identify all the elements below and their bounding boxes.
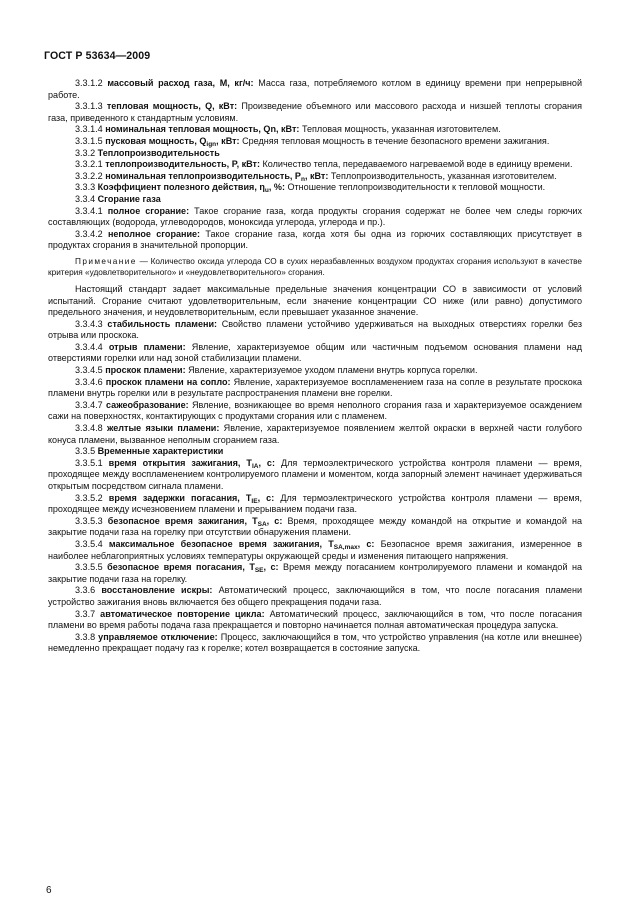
- paragraph: 3.3.8 управляемое отключение: Процесс, заключающийся в том, что устройство управления (на котле или внешнее) немедленно прекращает подачу газ к горелке; котел возвращается в состояние запуска.: [48, 631, 583, 654]
- paragraph: 3.3.4.8 желтые языки пламени: Явление, характеризуемое появлением желтой окраски в верхней части голубого конуса пламени, вызванное неполным сгоранием газа.: [48, 423, 582, 445]
- paragraph: 3.3.1.4 номинальная тепловая мощность, Qn, кВт: Тепловая мощность, указанная изготовителем.: [75, 124, 501, 135]
- paragraph: 3.3.1.5 пусковая мощность, $Q_{ign}$, кВт: Средняя тепловая мощность в течение безопасного времени зажигания.: [75, 135, 550, 148]
- paragraph: 3.3.3 Коэффициент полезного действия, $\eta_u$, %: Отношение теплопроизводительности к тепловой мощности.: [75, 182, 546, 195]
- document-body: [48, 78, 582, 655]
- paragraph: 3.3.7 автоматическое повторение цикла: Автоматический процесс, заключающийся в том, что после погасания пламени во время работы подача газа прекращается и повторно начинается полная автоматическая процедура запуска.: [48, 608, 583, 631]
- section-heading: 3.3.5 Временные характеристики: [75, 446, 224, 457]
- section-heading: 3.3.2 Теплопроизводительность: [75, 147, 220, 158]
- document-header: ГОСТ Р 53634—2009: [44, 50, 151, 62]
- paragraph: 3.3.1.2 массовый расход газа, M, кг/ч: Масса газа, потребляемого котлом в единицу времени при непрерывной работе.: [48, 78, 583, 100]
- paragraph: 3.3.6 восстановление искры: Автоматический процесс, заключающийся в том, что после погасания пламени устройство зажигания вновь включается без общего прекращения подачи газа.: [48, 585, 582, 607]
- paragraph: 3.3.1.3 тепловая мощность, Q, кВт: Произведение объемного или массового расхода и низшей теплоты сгорания газа, приведенного к стандартным условиям.: [48, 101, 583, 123]
- paragraph: 3.3.5.1 время открытия зажигания, $T_{IA}$, с: Для термоэлектрического устройства контроля пламени — время, проходящее между воспламенением контролируемого пламени и моментом, когда запорный элемент начинает удерживаться открытым посредством сигнала пламени.: [48, 457, 583, 491]
- paragraph: 3.3.2.1 теплопроизводительность, P, кВт: Количество тепла, передаваемого нагреваемой воде в единицу времени.: [75, 159, 573, 170]
- paragraph: 3.3.4.6 проскок пламени на сопло: Явление, характеризуемое воспламенением газа на сопле в результате проскока пламени внутрь горелки или в результате распространения пламени вне горелки.: [48, 376, 583, 399]
- page-number: 6: [46, 885, 52, 896]
- note-label: Примечание: [75, 256, 137, 266]
- note: Примечание — Количество оксида углерода СО в сухих неразбавленных воздухом продуктах сгорания используют в качестве критерия «удовлетворительного» и «неудовлетворительного» сгорания.: [48, 256, 583, 277]
- paragraph: 3.3.5.5 безопасное время погасания, $T_{SE}$, с: Время между погасанием контролируемого пламени и командой на закрытие подачи газа на горелку.: [48, 562, 583, 584]
- paragraph: 3.3.4.7 сажеобразование: Явление, возникающее во время неполного сгорания газа и характеризуемое осаждением сажи на поверхностях, контактирующих с продуктами сгорания или с пламенем.: [48, 399, 583, 422]
- paragraph: 3.3.5.2 время задержки погасания, $T_{IE}$, с: Для термоэлектрического устройства контроля пламени — время, проходящее между исчезновением пламени и прерыванием подачи газа.: [48, 492, 582, 515]
- paragraph: 3.3.4.4 отрыв пламени: Явление, характеризуемое общим или частичным подъемом основания пламени над отверстиями горелки или над зоной стабилизации пламени.: [48, 341, 583, 364]
- paragraph: 3.3.5.4 максимальное безопасное время зажигания, $T_{SA,max}$, с: Безопасное время зажигания, измеренное в наиболее неблагоприятных условиях температуры окружающей среды и изменения питающего напряжения.: [48, 538, 583, 561]
- paragraph: Настоящий стандарт задает максимальные предельные значения концентрации СО в зависимости от условий испытаний. Сгорание считают удовлетворительным, если значение концентрации СО ниже (или равно) допустимого предельного значения, и неудовлетворительным, если превышает указанное значение.: [48, 283, 582, 318]
- paragraph: 3.3.4.5 проскок пламени: Явление, характеризуемое уходом пламени внутрь корпуса горелки.: [75, 365, 478, 376]
- paragraph: 3.3.4.1 полное сгорание: Такое сгорание газа, когда продукты сгорания содержат не более чем следы горючих составляющих (водорода, углеводородов, моноксида углерода, углерода и пр.).: [48, 205, 583, 228]
- paragraph: 3.3.4.2 неполное сгорание: Такое сгорание газа, когда хотя бы одна из горючих составляющих присутствует в продуктах сгорания в значительной пропорции.: [48, 228, 582, 251]
- paragraph: 3.3.4.3 стабильность пламени: Свойство пламени устойчиво удерживаться на выходных отверстиях горелки без отрыва или проскока.: [48, 318, 583, 341]
- paragraph: 3.3.5.3 безопасное время зажигания, $T_{SA}$, с: Время, проходящее между командой на открытие и командой на закрытие подачи газа на горелку при отсутствии обнаружения пламени.: [48, 515, 583, 538]
- paragraph: 3.3.2.2 номинальная теплопроизводительность, $P_n$, кВт: Теплопроизводительность, указанная изготовителем.: [75, 170, 557, 183]
- section-heading: 3.3.4 Сгорание газа: [75, 193, 161, 204]
